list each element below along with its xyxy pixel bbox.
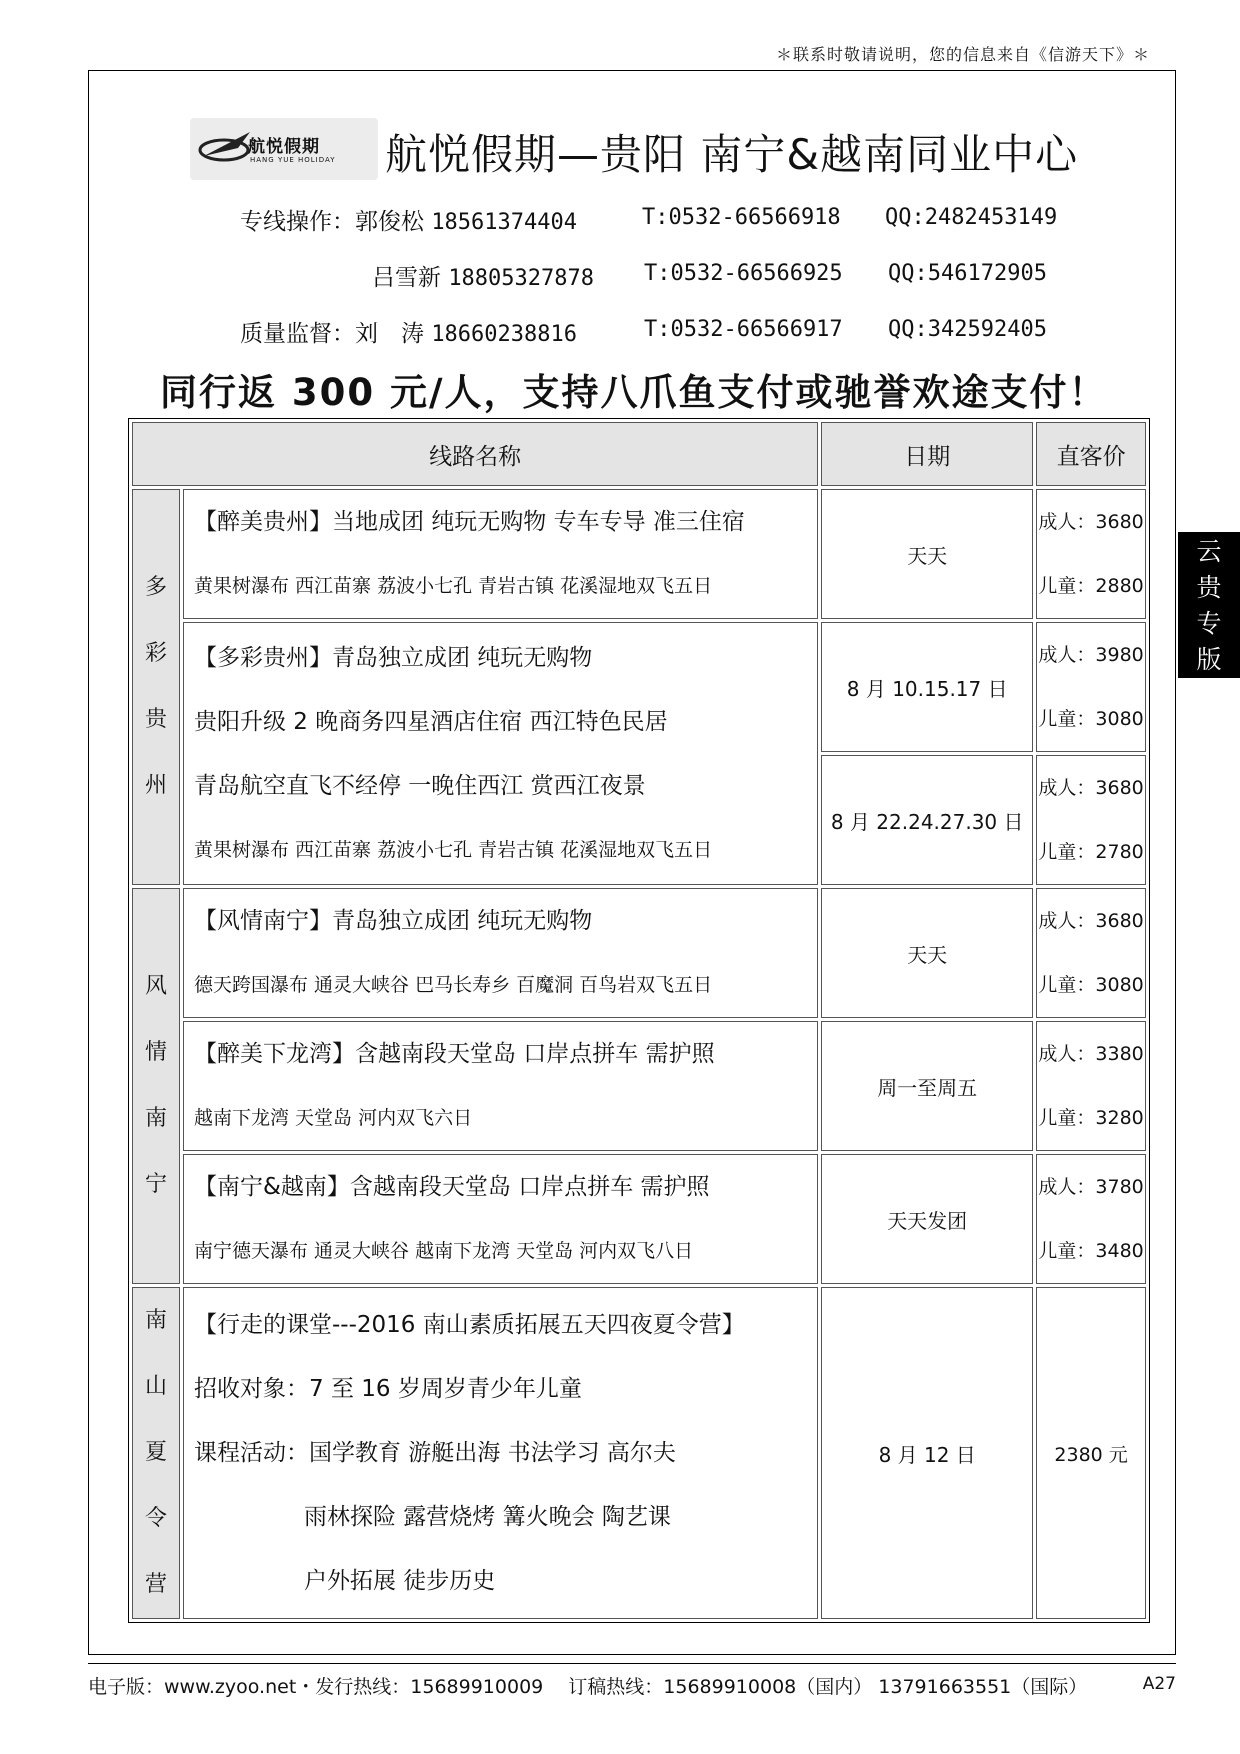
table-row bbox=[132, 622, 1146, 752]
contact-qq: QQ:546172905 bbox=[888, 261, 1047, 286]
header-date: 日期 bbox=[821, 422, 1033, 486]
table-row bbox=[132, 489, 1146, 619]
route-cell bbox=[183, 489, 818, 619]
group-label: 多 彩 贵 州 bbox=[132, 489, 180, 885]
footer bbox=[88, 1663, 1176, 1699]
child-price: 儿童：2780 bbox=[1038, 841, 1144, 863]
route-price bbox=[1036, 755, 1146, 885]
route-title: 【风情南宁】青岛独立成团 纯玩无购物 bbox=[194, 908, 593, 934]
adult-price: 成人：3680 bbox=[1038, 777, 1144, 799]
table-header-row bbox=[132, 422, 1146, 486]
camp-title: 【行走的课堂---2016 南山素质拓展五天四夜夏令营】 bbox=[194, 1312, 745, 1338]
child-price: 儿童：3080 bbox=[1038, 708, 1144, 730]
contact-role: 质量监督： bbox=[240, 321, 355, 347]
contact-name: 刘 涛 bbox=[355, 321, 424, 347]
route-cell bbox=[183, 622, 818, 885]
top-note: ＊联系时敬请说明，您的信息来自《信游天下》＊ bbox=[775, 45, 1150, 64]
child-price: 儿童：3280 bbox=[1038, 1107, 1144, 1129]
camp-activities: 雨林探险 露营烧烤 篝火晚会 陶艺课 bbox=[304, 1504, 671, 1530]
logo-text: 航悦假期 bbox=[248, 137, 320, 157]
child-price: 儿童：2880 bbox=[1038, 575, 1144, 597]
route-table bbox=[128, 418, 1150, 1623]
adult-price: 成人：3780 bbox=[1038, 1176, 1144, 1198]
contact-row bbox=[372, 259, 594, 292]
route-date: 8 月 22.24.27.30 日 bbox=[821, 755, 1033, 885]
child-price: 儿童：3080 bbox=[1038, 974, 1144, 996]
adult-price: 成人：3680 bbox=[1038, 511, 1144, 533]
contact-name: 吕雪新 bbox=[372, 265, 441, 291]
table-row bbox=[132, 1287, 1146, 1619]
contact-tel: T:0532-66566918 bbox=[642, 205, 841, 230]
route-price bbox=[1036, 489, 1146, 619]
contact-name: 郭俊松 bbox=[355, 209, 424, 235]
route-detail: 贵阳升级 2 晚商务四星酒店住宿 西江特色民居 bbox=[194, 708, 668, 735]
company-title: 航悦假期—贵阳 南宁&越南同业中心 bbox=[385, 130, 1079, 179]
route-detail: 青岛航空直飞不经停 一晚住西江 赏西江夜景 bbox=[194, 772, 646, 799]
contact-qq: QQ:342592405 bbox=[888, 317, 1047, 342]
contact-row bbox=[240, 203, 577, 236]
route-title: 【南宁&越南】含越南段天堂岛 口岸点拼车 需护照 bbox=[194, 1174, 710, 1200]
route-title: 【醉美下龙湾】含越南段天堂岛 口岸点拼车 需护照 bbox=[194, 1041, 715, 1067]
route-sub: 黄果树瀑布 西江苗寨 荔波小七孔 青岩古镇 花溪湿地双飞五日 bbox=[194, 838, 713, 861]
contact-tel: T:0532-66566925 bbox=[644, 261, 843, 286]
contact-qq: QQ:2482453149 bbox=[885, 205, 1058, 230]
route-price bbox=[1036, 622, 1146, 752]
logo-subtext: HANG YUE HOLIDAY bbox=[250, 156, 336, 164]
table-row bbox=[132, 1021, 1146, 1151]
route-title: 【醉美贵州】当地成团 纯玩无购物 专车专导 准三住宿 bbox=[194, 509, 745, 535]
camp-activities: 课程活动：国学教育 游艇出海 书法学习 高尔夫 bbox=[194, 1440, 676, 1466]
adult-price: 成人：3980 bbox=[1038, 644, 1144, 666]
route-cell bbox=[183, 1021, 818, 1151]
camp-activities: 户外拓展 徒步历史 bbox=[304, 1568, 496, 1594]
route-cell bbox=[183, 1287, 818, 1619]
contact-tel: T:0532-66566917 bbox=[644, 317, 843, 342]
company-logo bbox=[190, 118, 378, 180]
header-price: 直客价 bbox=[1036, 422, 1146, 486]
route-date: 天天 bbox=[821, 489, 1033, 619]
table-row bbox=[132, 1154, 1146, 1284]
table-row bbox=[132, 888, 1146, 1018]
route-sub: 越南下龙湾 天堂岛 河内双飞六日 bbox=[194, 1107, 473, 1129]
plane-logo-icon bbox=[198, 126, 254, 172]
route-cell bbox=[183, 1154, 818, 1284]
route-price: 2380 元 bbox=[1036, 1287, 1146, 1619]
group-label: 风 情 南 宁 bbox=[132, 888, 180, 1284]
route-title: 【多彩贵州】青岛独立成团 纯玩无购物 bbox=[194, 644, 593, 671]
header-route: 线路名称 bbox=[132, 422, 818, 486]
child-price: 儿童：3480 bbox=[1038, 1240, 1144, 1262]
route-sub: 黄果树瀑布 西江苗寨 荔波小七孔 青岩古镇 花溪湿地双飞五日 bbox=[194, 575, 713, 597]
page-number: A27 bbox=[1142, 1674, 1176, 1694]
promo-banner: 同行返 300 元/人，支持八爪鱼支付或驰誉欢途支付！ bbox=[160, 371, 1108, 414]
route-price bbox=[1036, 1154, 1146, 1284]
contact-role: 专线操作： bbox=[240, 209, 355, 235]
adult-price: 成人：3380 bbox=[1038, 1043, 1144, 1065]
route-cell bbox=[183, 888, 818, 1018]
route-sub: 德天跨国瀑布 通灵大峡谷 巴马长寿乡 百魔洞 百鸟岩双飞五日 bbox=[194, 974, 713, 996]
contact-row bbox=[240, 315, 577, 348]
contact-mobile: 18660238816 bbox=[431, 322, 578, 347]
route-date: 天天发团 bbox=[821, 1154, 1033, 1284]
route-price bbox=[1036, 888, 1146, 1018]
side-tab: 云 贵 专 版 bbox=[1178, 532, 1240, 678]
footer-text: 电子版：www.zyoo.net・发行热线：15689910009 订稿热线：15689910008（国内） 13791663551（国际） bbox=[88, 1676, 1088, 1698]
group-label: 南 山 夏 令 营 bbox=[132, 1287, 180, 1619]
route-date: 天天 bbox=[821, 888, 1033, 1018]
route-price bbox=[1036, 1021, 1146, 1151]
route-date: 8 月 12 日 bbox=[821, 1287, 1033, 1619]
route-date: 8 月 10.15.17 日 bbox=[821, 622, 1033, 752]
contact-mobile: 18805327878 bbox=[448, 266, 595, 291]
adult-price: 成人：3680 bbox=[1038, 910, 1144, 932]
route-sub: 南宁德天瀑布 通灵大峡谷 越南下龙湾 天堂岛 河内双飞八日 bbox=[194, 1240, 694, 1262]
camp-target: 招收对象：7 至 16 岁周岁青少年儿童 bbox=[194, 1376, 582, 1402]
route-date: 周一至周五 bbox=[821, 1021, 1033, 1151]
contact-mobile: 18561374404 bbox=[431, 210, 578, 235]
